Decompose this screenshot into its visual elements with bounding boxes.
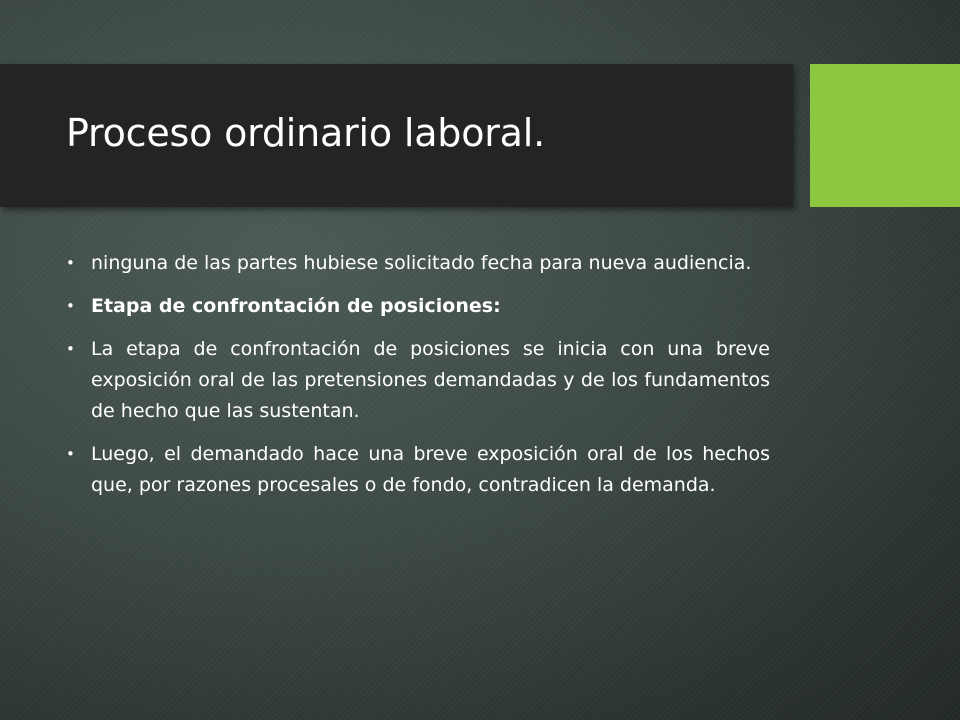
bullet-item [66, 334, 770, 427]
accent-square [810, 64, 960, 207]
slide-title: Proceso ordinario laboral. [66, 111, 546, 155]
bullet-item [66, 439, 770, 501]
bullet-text: Etapa de confrontación de posiciones: [91, 295, 501, 317]
bullet-icon: • [66, 445, 75, 463]
bullet-list [66, 248, 770, 513]
bullet-text: Luego, el demandado hace una breve exposición oral de los hechos que, por razones procesales o de fondo, contradicen la demanda. [91, 443, 770, 496]
bullet-text: ninguna de las partes hubiese solicitado fecha para nueva audiencia. [91, 252, 752, 274]
bullet-item [66, 291, 770, 322]
bullet-icon: • [66, 340, 75, 358]
bullet-icon: • [66, 297, 75, 315]
bullet-text: La etapa de confrontación de posiciones se inicia con una breve exposición oral de las pretensiones demandadas y de los fundamentos de hecho que las sustentan. [91, 338, 770, 422]
bullet-icon: • [66, 254, 75, 272]
bullet-item [66, 248, 770, 279]
